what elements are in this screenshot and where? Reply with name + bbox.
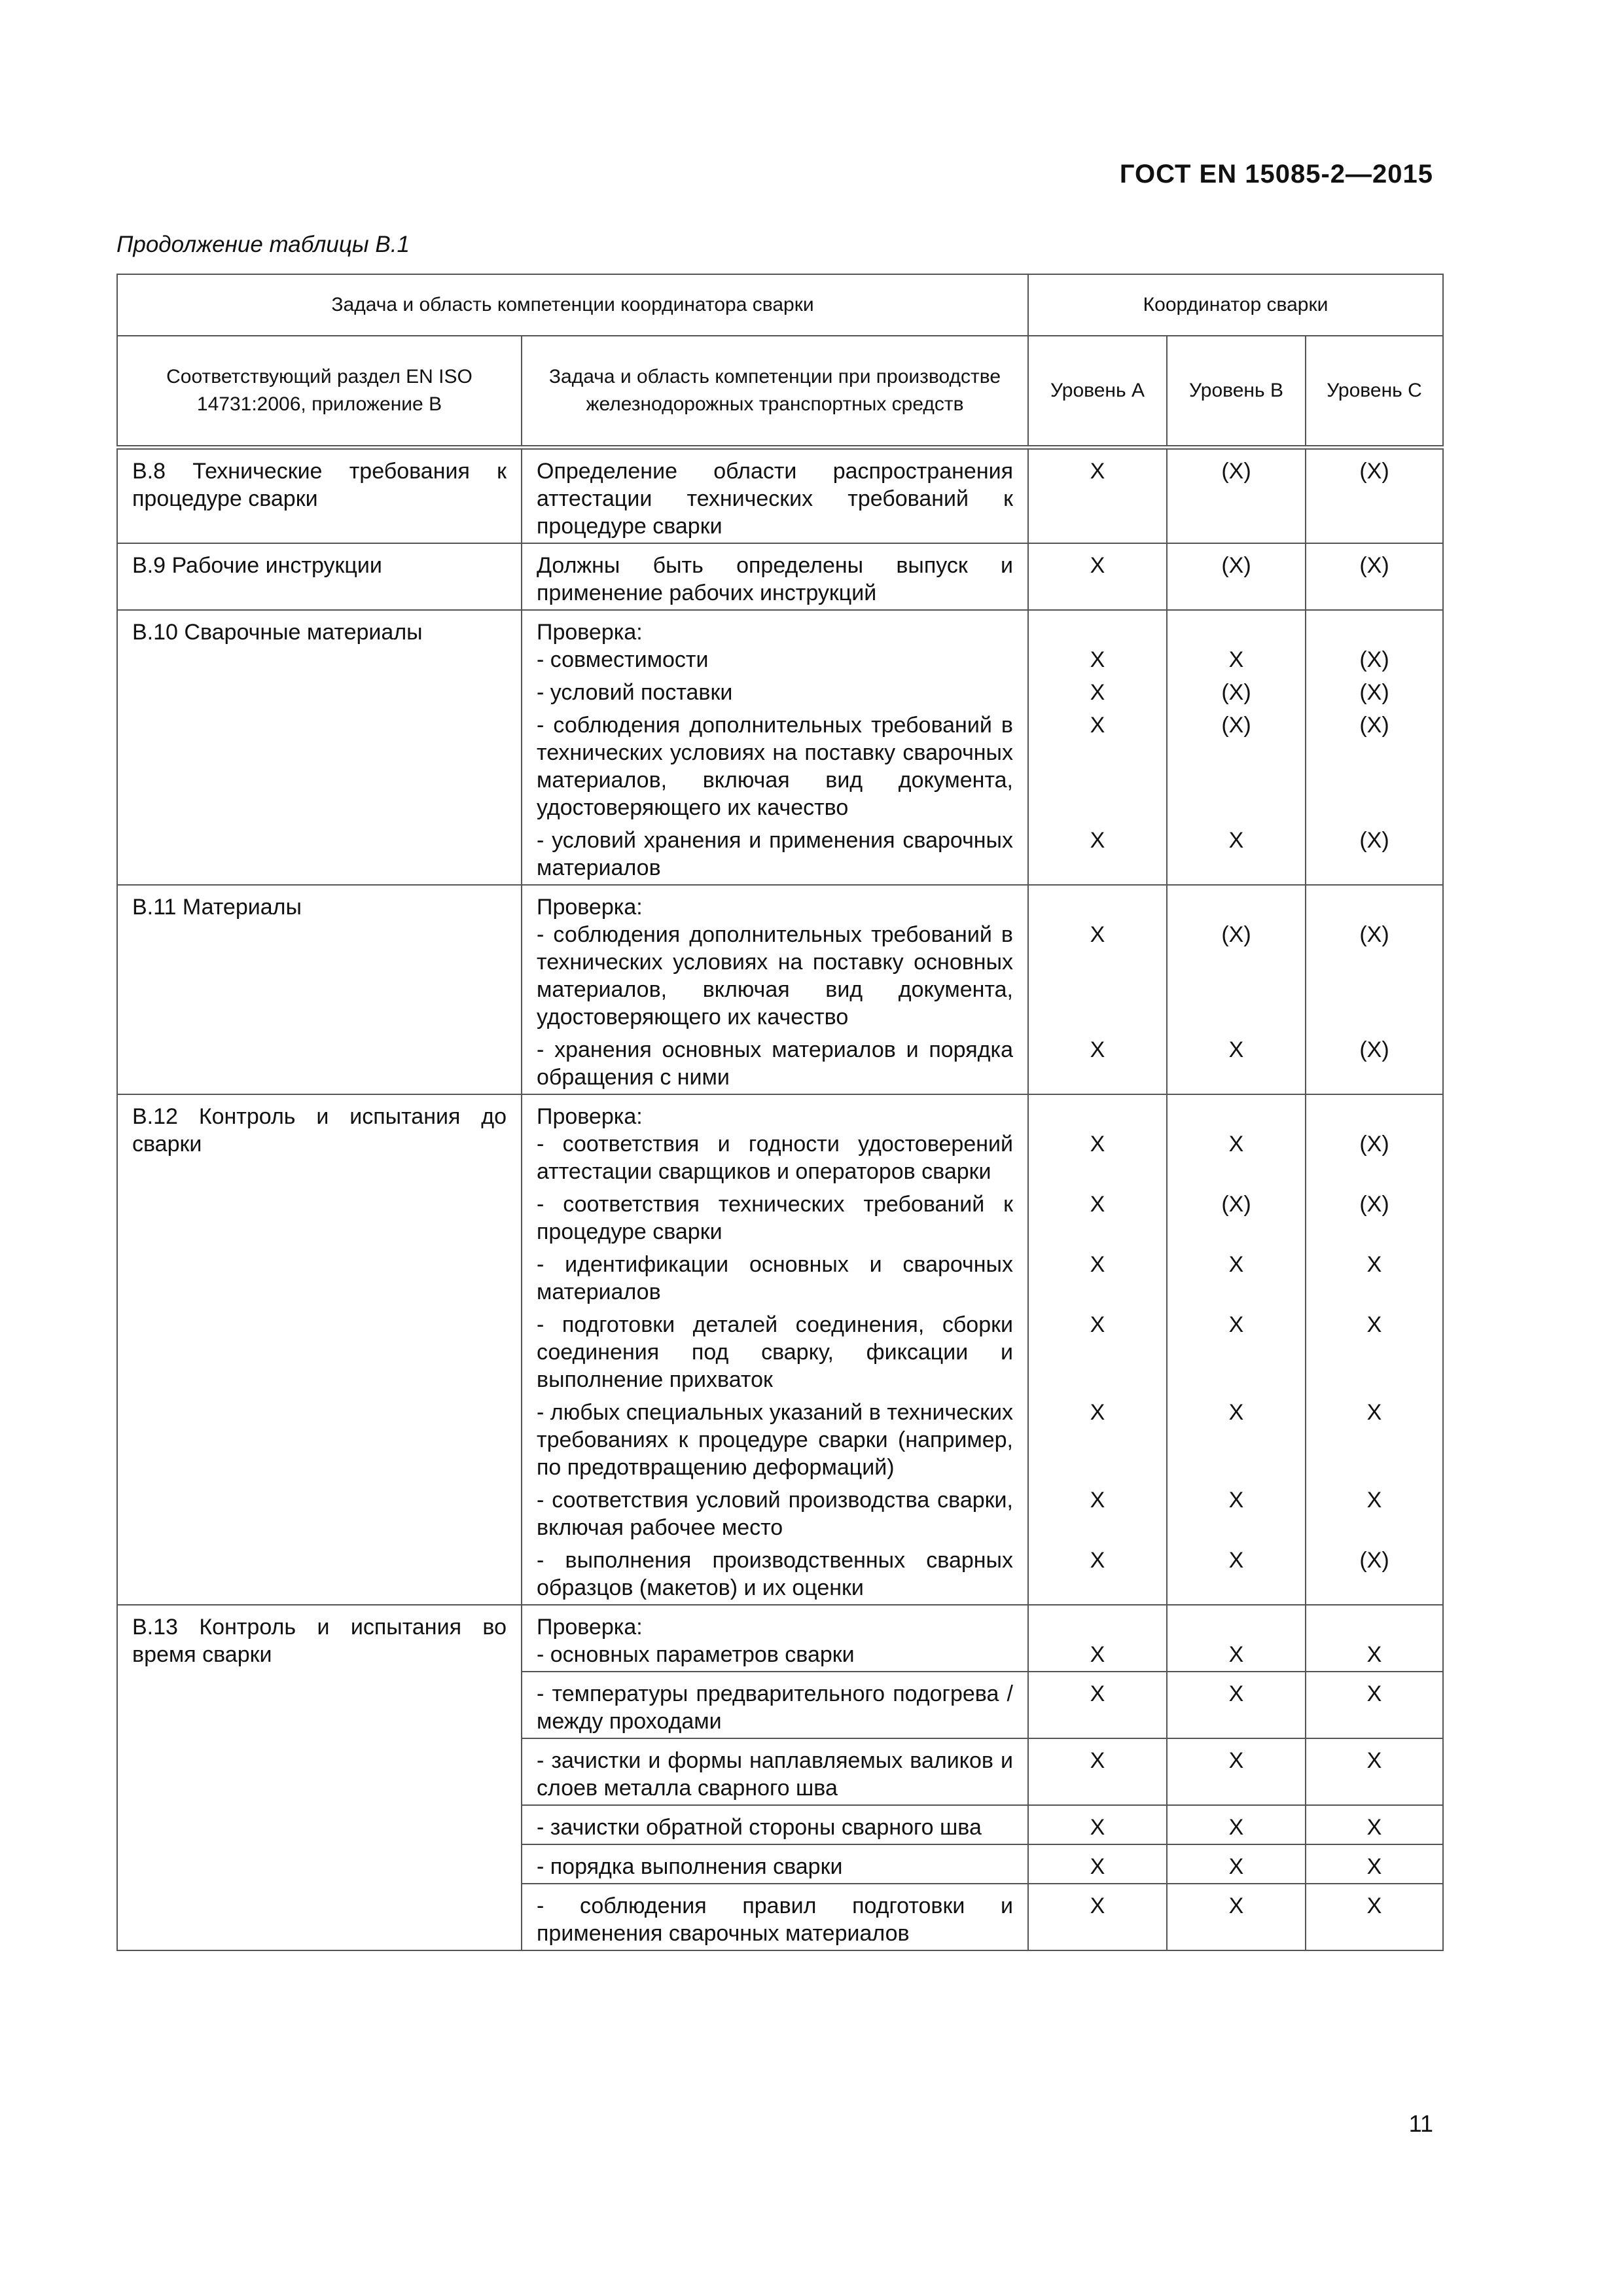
task-cell bbox=[522, 1738, 1028, 1805]
level-a-mark bbox=[1028, 1484, 1167, 1544]
level-b-mark bbox=[1167, 1484, 1306, 1544]
mark-value: Х bbox=[1090, 1548, 1105, 1573]
section-cell: В.9 Рабочие инструкции bbox=[117, 543, 522, 610]
task-cell bbox=[522, 1188, 1028, 1248]
level-c-mark bbox=[1306, 676, 1443, 709]
mark-value: Х bbox=[1228, 1252, 1244, 1277]
level-b-mark bbox=[1167, 1672, 1306, 1738]
mark-value: Х bbox=[1090, 680, 1105, 705]
level-a-mark bbox=[1028, 1672, 1167, 1738]
mark-spacer bbox=[1170, 1613, 1302, 1641]
level-a-mark bbox=[1028, 543, 1167, 610]
level-c-mark bbox=[1306, 1544, 1443, 1605]
level-c-mark bbox=[1306, 1805, 1443, 1844]
level-b-mark bbox=[1167, 1033, 1306, 1094]
level-b-mark bbox=[1167, 1188, 1306, 1248]
mark-value: (Х) bbox=[1359, 680, 1389, 705]
level-a-mark bbox=[1028, 1308, 1167, 1396]
mark-value: Х bbox=[1090, 1748, 1105, 1773]
mark-value: (Х) bbox=[1221, 553, 1251, 578]
mark-value: Х bbox=[1090, 1488, 1105, 1513]
mark-value: Х bbox=[1228, 1312, 1244, 1337]
task-cell bbox=[522, 1308, 1028, 1396]
level-a-mark bbox=[1028, 1033, 1167, 1094]
section-cell: В.10 Сварочные материалы bbox=[117, 610, 522, 885]
task-cell bbox=[522, 824, 1028, 885]
table-row bbox=[117, 610, 1443, 676]
mark-value: (Х) bbox=[1359, 1037, 1389, 1062]
mark-value: Х bbox=[1228, 1815, 1244, 1840]
task-cell bbox=[522, 885, 1028, 1033]
section-cell: В.11 Материалы bbox=[117, 885, 522, 1094]
level-a-mark bbox=[1028, 824, 1167, 885]
task-item-text: - зачистки и формы наплавляемых валиков и слоев металла сварного шва bbox=[537, 1748, 1013, 1801]
mark-value: Х bbox=[1228, 1488, 1244, 1513]
mark-value: (Х) bbox=[1359, 647, 1389, 672]
level-b-mark bbox=[1167, 1884, 1306, 1950]
level-b-mark bbox=[1167, 1544, 1306, 1605]
mark-value: Х bbox=[1090, 553, 1105, 578]
mark-value: Х bbox=[1090, 1252, 1105, 1277]
mark-value: Х bbox=[1228, 1400, 1244, 1425]
level-c-mark bbox=[1306, 709, 1443, 824]
level-a-mark bbox=[1028, 1605, 1167, 1672]
level-a-mark bbox=[1028, 1805, 1167, 1844]
level-b-mark bbox=[1167, 824, 1306, 885]
task-intro-label: Проверка: bbox=[537, 1104, 643, 1129]
level-a-mark bbox=[1028, 1396, 1167, 1484]
mark-value: Х bbox=[1366, 1252, 1382, 1277]
level-c-mark bbox=[1306, 1094, 1443, 1188]
task-item-text: - подготовки деталей соединения, сборки соединения под сварку, фиксации и выполнение прихваток bbox=[537, 1312, 1013, 1392]
mark-value: Х bbox=[1366, 1854, 1382, 1879]
level-a-mark bbox=[1028, 1248, 1167, 1308]
level-c-mark bbox=[1306, 1884, 1443, 1950]
level-c-mark bbox=[1306, 543, 1443, 610]
task-item-text: - выполнения производственных сварных образцов (макетов) и их оценки bbox=[537, 1548, 1013, 1600]
mark-value: Х bbox=[1366, 1815, 1382, 1840]
mark-value: Х bbox=[1090, 713, 1105, 738]
task-item-text: - соблюдения правил подготовки и применения сварочных материалов bbox=[537, 1893, 1013, 1946]
mark-spacer bbox=[1031, 619, 1164, 646]
mark-value: Х bbox=[1366, 1893, 1382, 1918]
header-task-column: Задача и область компетенции при производстве железнодорожных транспортных средств bbox=[522, 336, 1028, 448]
level-b-mark bbox=[1167, 709, 1306, 824]
task-item-text: - хранения основных материалов и порядка обращения с ними bbox=[537, 1037, 1013, 1090]
task-cell bbox=[522, 543, 1028, 610]
level-a-mark bbox=[1028, 1738, 1167, 1805]
level-b-mark bbox=[1167, 885, 1306, 1033]
mark-value: (Х) bbox=[1221, 1192, 1251, 1217]
task-cell bbox=[522, 1805, 1028, 1844]
level-a-mark bbox=[1028, 709, 1167, 824]
section-cell: В.13 Контроль и испытания во время сварки bbox=[117, 1605, 522, 1950]
mark-value: (Х) bbox=[1359, 713, 1389, 738]
mark-value: Х bbox=[1228, 1748, 1244, 1773]
mark-value: Х bbox=[1228, 1854, 1244, 1879]
task-cell bbox=[522, 676, 1028, 709]
mark-value: Х bbox=[1090, 1400, 1105, 1425]
level-c-mark bbox=[1306, 1396, 1443, 1484]
level-a-mark bbox=[1028, 885, 1167, 1033]
level-c-mark bbox=[1306, 885, 1443, 1033]
task-cell bbox=[522, 1544, 1028, 1605]
table-continuation-title: Продолжение таблицы В.1 bbox=[116, 232, 410, 257]
task-item-text: Определение области распространения аттестации технических требований к процедуре сварки bbox=[537, 459, 1013, 539]
level-c-mark bbox=[1306, 1188, 1443, 1248]
task-item-text: - порядка выполнения сварки bbox=[537, 1854, 843, 1879]
task-item-text: - соответствия технических требований к процедуре сварки bbox=[537, 1192, 1013, 1244]
mark-value: (Х) bbox=[1359, 922, 1389, 947]
mark-spacer bbox=[1031, 893, 1164, 921]
task-cell bbox=[522, 610, 1028, 676]
task-item-text: - зачистки обратной стороны сварного шва bbox=[537, 1815, 982, 1840]
level-b-mark bbox=[1167, 1844, 1306, 1884]
task-cell bbox=[522, 1672, 1028, 1738]
task-cell bbox=[522, 1094, 1028, 1188]
mark-value: Х bbox=[1090, 1642, 1105, 1667]
level-a-mark bbox=[1028, 676, 1167, 709]
level-b-mark bbox=[1167, 1248, 1306, 1308]
table-row bbox=[117, 885, 1443, 1033]
mark-value: Х bbox=[1228, 828, 1244, 853]
mark-spacer bbox=[1309, 1103, 1440, 1130]
task-cell bbox=[522, 1884, 1028, 1950]
mark-value: Х bbox=[1228, 1642, 1244, 1667]
mark-value: (Х) bbox=[1359, 459, 1389, 484]
level-a-mark bbox=[1028, 1884, 1167, 1950]
level-b-mark bbox=[1167, 1396, 1306, 1484]
section-cell: В.8 Технические требования к процедуре сварки bbox=[117, 448, 522, 544]
task-intro-label: Проверка: bbox=[537, 1615, 643, 1640]
mark-spacer bbox=[1031, 1613, 1164, 1641]
level-c-mark bbox=[1306, 1672, 1443, 1738]
header-level-c: Уровень С bbox=[1306, 336, 1443, 448]
level-b-mark bbox=[1167, 1308, 1306, 1396]
level-c-mark bbox=[1306, 1308, 1443, 1396]
table-row bbox=[117, 543, 1443, 610]
mark-value: Х bbox=[1090, 1815, 1105, 1840]
mark-value: Х bbox=[1090, 922, 1105, 947]
mark-value: Х bbox=[1228, 1037, 1244, 1062]
task-cell bbox=[522, 1248, 1028, 1308]
task-intro-label: Проверка: bbox=[537, 620, 643, 645]
level-a-mark bbox=[1028, 610, 1167, 676]
mark-value: Х bbox=[1090, 1192, 1105, 1217]
task-intro-label: Проверка: bbox=[537, 895, 643, 920]
table-header-row-2 bbox=[117, 336, 1443, 448]
level-b-mark bbox=[1167, 610, 1306, 676]
task-item-text: - соответствия и годности удостоверений аттестации сварщиков и операторов сварки bbox=[537, 1132, 1013, 1184]
level-b-mark bbox=[1167, 1805, 1306, 1844]
level-c-mark bbox=[1306, 448, 1443, 544]
level-a-mark bbox=[1028, 1844, 1167, 1884]
table-row bbox=[117, 1605, 1443, 1672]
mark-value: Х bbox=[1090, 828, 1105, 853]
task-item-text: - совместимости bbox=[537, 647, 709, 672]
mark-value: Х bbox=[1090, 1854, 1105, 1879]
level-a-mark bbox=[1028, 1094, 1167, 1188]
mark-value: Х bbox=[1228, 1548, 1244, 1573]
mark-value: Х bbox=[1090, 1893, 1105, 1918]
level-b-mark bbox=[1167, 1094, 1306, 1188]
task-cell bbox=[522, 1605, 1028, 1672]
section-cell: В.12 Контроль и испытания до сварки bbox=[117, 1094, 522, 1605]
level-c-mark bbox=[1306, 824, 1443, 885]
task-item-text: - соответствия условий производства сварки, включая рабочее место bbox=[537, 1488, 1013, 1540]
mark-value: Х bbox=[1366, 1400, 1382, 1425]
level-a-mark bbox=[1028, 448, 1167, 544]
level-c-mark bbox=[1306, 1033, 1443, 1094]
mark-value: Х bbox=[1090, 459, 1105, 484]
header-task-group: Задача и область компетенции координатора сварки bbox=[117, 274, 1028, 336]
mark-value: Х bbox=[1366, 1681, 1382, 1706]
level-b-mark bbox=[1167, 448, 1306, 544]
level-a-mark bbox=[1028, 1188, 1167, 1248]
mark-value: (Х) bbox=[1221, 459, 1251, 484]
mark-value: Х bbox=[1090, 1681, 1105, 1706]
mark-value: Х bbox=[1090, 1037, 1105, 1062]
mark-spacer bbox=[1170, 619, 1302, 646]
mark-spacer bbox=[1309, 619, 1440, 646]
level-b-mark bbox=[1167, 676, 1306, 709]
mark-value: (Х) bbox=[1221, 713, 1251, 738]
mark-value: (Х) bbox=[1221, 680, 1251, 705]
task-item-text: - соблюдения дополнительных требований в технических условиях на поставку основных материалов, включая вид документа, удостоверяющего их качество bbox=[537, 922, 1013, 1030]
header-section-column: Соответствующий раздел EN ISO 14731:2006, приложение В bbox=[117, 336, 522, 448]
task-cell bbox=[522, 448, 1028, 544]
task-cell bbox=[522, 1844, 1028, 1884]
header-level-a: Уровень А bbox=[1028, 336, 1167, 448]
mark-spacer bbox=[1031, 1103, 1164, 1130]
mark-value: (Х) bbox=[1359, 1192, 1389, 1217]
competence-table bbox=[116, 274, 1444, 1951]
level-c-mark bbox=[1306, 1484, 1443, 1544]
level-b-mark bbox=[1167, 1738, 1306, 1805]
standard-code: ГОСТ EN 15085-2—2015 bbox=[1119, 160, 1433, 188]
header-level-b: Уровень В bbox=[1167, 336, 1306, 448]
mark-value: Х bbox=[1366, 1748, 1382, 1773]
mark-value: Х bbox=[1228, 647, 1244, 672]
mark-value: Х bbox=[1366, 1488, 1382, 1513]
mark-value: (Х) bbox=[1359, 1132, 1389, 1157]
task-item-text: - условий поставки bbox=[537, 680, 733, 705]
mark-value: Х bbox=[1366, 1642, 1382, 1667]
mark-value: Х bbox=[1090, 1132, 1105, 1157]
level-c-mark bbox=[1306, 1248, 1443, 1308]
task-item-text: - идентификации основных и сварочных материалов bbox=[537, 1252, 1013, 1304]
mark-spacer bbox=[1309, 1613, 1440, 1641]
task-item-text: Должны быть определены выпуск и применение рабочих инструкций bbox=[537, 553, 1013, 605]
task-cell bbox=[522, 709, 1028, 824]
mark-spacer bbox=[1170, 893, 1302, 921]
page-number: 11 bbox=[1408, 2110, 1433, 2137]
task-item-text: - основных параметров сварки bbox=[537, 1642, 855, 1667]
task-item-text: - соблюдения дополнительных требований в технических условиях на поставку сварочных материалов, включая вид документа, удостоверяющего их качество bbox=[537, 713, 1013, 820]
task-item-text: - температуры предварительного подогрева /между проходами bbox=[537, 1681, 1013, 1734]
mark-value: (Х) bbox=[1359, 1548, 1389, 1573]
level-b-mark bbox=[1167, 1605, 1306, 1672]
table-row bbox=[117, 448, 1443, 544]
mark-spacer bbox=[1170, 1103, 1302, 1130]
header-coordinator-group: Координатор сварки bbox=[1028, 274, 1443, 336]
mark-spacer bbox=[1309, 893, 1440, 921]
mark-value: (Х) bbox=[1359, 828, 1389, 853]
table-header-row-1 bbox=[117, 274, 1443, 336]
table-row bbox=[117, 1094, 1443, 1188]
level-a-mark bbox=[1028, 1544, 1167, 1605]
mark-value: Х bbox=[1228, 1132, 1244, 1157]
level-c-mark bbox=[1306, 610, 1443, 676]
level-b-mark bbox=[1167, 543, 1306, 610]
mark-value: Х bbox=[1228, 1893, 1244, 1918]
level-c-mark bbox=[1306, 1738, 1443, 1805]
task-cell bbox=[522, 1033, 1028, 1094]
mark-value: Х bbox=[1090, 1312, 1105, 1337]
mark-value: Х bbox=[1366, 1312, 1382, 1337]
task-cell bbox=[522, 1396, 1028, 1484]
task-item-text: - условий хранения и применения сварочных материалов bbox=[537, 828, 1013, 880]
task-cell bbox=[522, 1484, 1028, 1544]
mark-value: (Х) bbox=[1359, 553, 1389, 578]
task-item-text: - любых специальных указаний в технических требованиях к процедуре сварки (например, по предотвращению деформаций) bbox=[537, 1400, 1013, 1480]
level-c-mark bbox=[1306, 1844, 1443, 1884]
mark-value: (Х) bbox=[1221, 922, 1251, 947]
level-c-mark bbox=[1306, 1605, 1443, 1672]
mark-value: Х bbox=[1228, 1681, 1244, 1706]
mark-value: Х bbox=[1090, 647, 1105, 672]
